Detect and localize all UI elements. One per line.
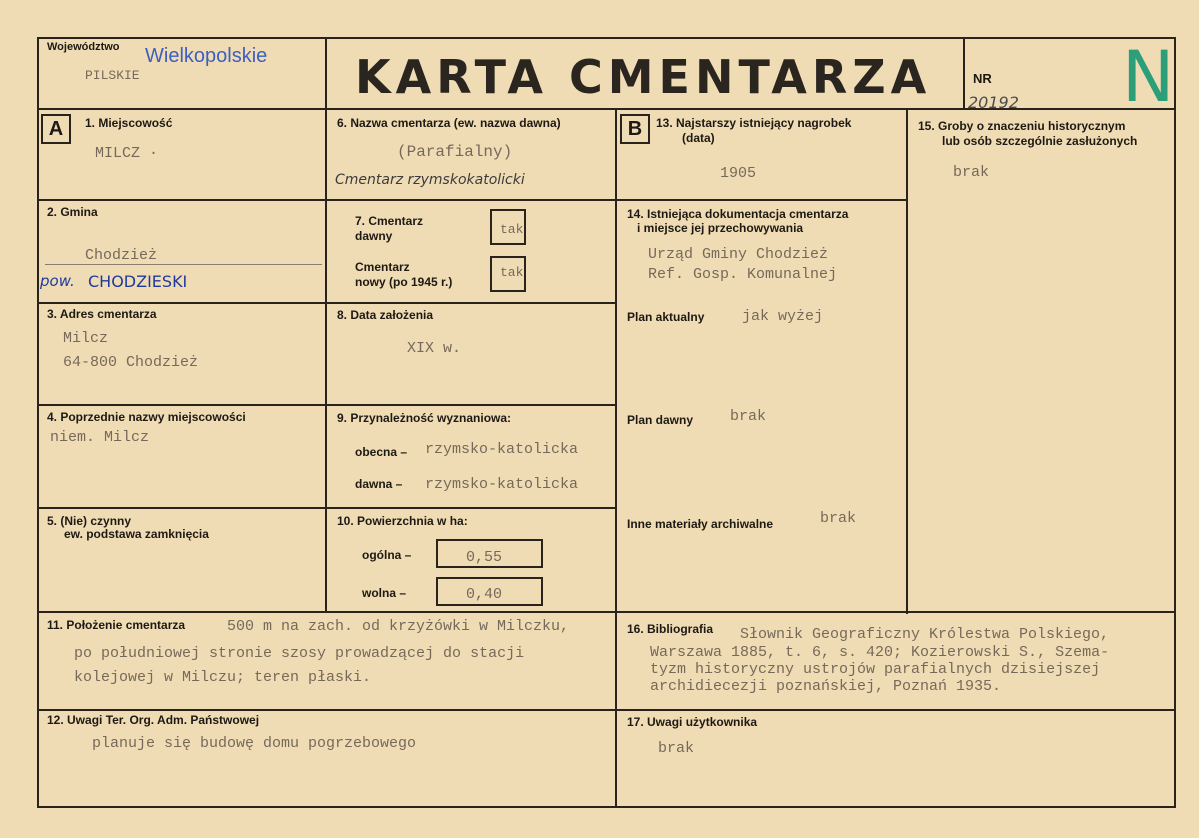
nr-divider bbox=[963, 37, 965, 110]
f13-value: 1905 bbox=[720, 165, 757, 182]
f2-hand-value: CHODZIESKI bbox=[88, 272, 188, 291]
f2-label: 2. Gmina bbox=[47, 205, 98, 219]
f6-hand: Cmentarz rzymskokatolicki bbox=[335, 172, 525, 188]
wojewodztwo-label: Województwo bbox=[47, 41, 120, 53]
f14-plan-dawny-label: Plan dawny bbox=[627, 413, 694, 427]
f9-obecna-value: rzymsko-katolicka bbox=[425, 441, 579, 458]
f7-nowy-value: tak bbox=[500, 265, 524, 280]
f3-label: 3. Adres cmentarza bbox=[47, 307, 157, 321]
row-divider-4 bbox=[37, 507, 617, 509]
page-title: KARTA CMENTARZA bbox=[355, 50, 932, 104]
f2-value: Chodzież bbox=[85, 247, 158, 264]
f15-value: brak bbox=[953, 164, 990, 181]
f9-label: 9. Przynależność wyznaniowa: bbox=[337, 411, 512, 425]
f16-line4: archidiecezji poznańskiej, Poznań 1935. bbox=[650, 678, 1002, 695]
f17-label: 17. Uwagi użytkownika bbox=[627, 715, 758, 729]
col-divider-3 bbox=[906, 110, 908, 614]
f11-line3: kolejowej w Milczu; teren płaski. bbox=[74, 669, 372, 686]
nr-letter: N bbox=[1122, 36, 1175, 118]
f10-ogolna-label: ogólna – bbox=[362, 548, 412, 562]
row-divider-6 bbox=[37, 709, 1176, 711]
f6-value: (Parafialny) bbox=[397, 143, 513, 161]
frame-bottom bbox=[37, 806, 1176, 808]
f10-wolna-value: 0,40 bbox=[466, 586, 503, 603]
frame-left bbox=[37, 37, 39, 808]
f16-line2: Warszawa 1885, t. 6, s. 420; Kozierowski S., Szema- bbox=[650, 644, 1110, 661]
f12-value: planuje się budowę domu pogrzebowego bbox=[92, 735, 417, 752]
nr-value: 20192 bbox=[968, 93, 1019, 112]
f14-line1: Urząd Gminy Chodzież bbox=[648, 246, 829, 263]
f10-wolna-label: wolna – bbox=[362, 586, 407, 600]
f2-underline bbox=[45, 264, 322, 265]
f11-line2: po południowej stronie szosy prowadzącej do stacji bbox=[74, 645, 525, 662]
f7-dawny-value: tak bbox=[500, 222, 524, 237]
f10-ogolna-value: 0,55 bbox=[466, 549, 503, 566]
f17-value: brak bbox=[658, 740, 695, 757]
f14-line2: Ref. Gosp. Komunalnej bbox=[648, 266, 838, 283]
f16-line1: Słownik Geograficzny Królestwa Polskiego, bbox=[740, 626, 1110, 643]
f2-hand-prefix: pow. bbox=[40, 272, 75, 290]
col-divider-1 bbox=[325, 37, 327, 612]
row-divider-1 bbox=[37, 199, 617, 201]
frame-top bbox=[37, 37, 1176, 39]
f16-line3: tyzm historyczny ustrojów parafialnych dzisiejszej bbox=[650, 661, 1101, 678]
section-b-letter: B bbox=[620, 114, 650, 144]
f14-label2: i miejsce jej przechowywania bbox=[637, 221, 804, 235]
f9-obecna-label: obecna – bbox=[355, 445, 408, 459]
frame-right bbox=[1174, 37, 1176, 808]
f6-label: 6. Nazwa cmentarza (ew. nazwa dawna) bbox=[337, 116, 561, 130]
f8-label: 8. Data założenia bbox=[337, 308, 434, 322]
f8-value: XIX w. bbox=[407, 340, 462, 357]
row-divider-3 bbox=[37, 404, 617, 406]
f9-dawna-label: dawna – bbox=[355, 477, 403, 491]
wojewodztwo-stamp: Wielkopolskie bbox=[145, 45, 268, 67]
f15-label1: 15. Groby o znaczeniu historycznym bbox=[918, 119, 1126, 133]
f1-value: MILCZ · bbox=[95, 145, 159, 162]
f7-label-dawny1: 7. Cmentarz bbox=[355, 214, 424, 228]
f3-line2: 64-800 Chodzież bbox=[63, 354, 199, 371]
f5-label1: 5. (Nie) czynny bbox=[47, 514, 132, 528]
f11-label: 11. Położenie cmentarza bbox=[47, 618, 186, 632]
f4-value: niem. Milcz bbox=[50, 429, 150, 446]
f9-dawna-value: rzymsko-katolicka bbox=[425, 476, 579, 493]
col-divider-2 bbox=[615, 110, 617, 806]
f14-plan-dawny-value: brak bbox=[730, 408, 767, 425]
f14-plan-aktualny-label: Plan aktualny bbox=[627, 310, 705, 324]
f5-label2: ew. podstawa zamknięcia bbox=[64, 527, 209, 541]
f4-label: 4. Poprzednie nazwy miejscowości bbox=[47, 410, 246, 424]
wojewodztwo-typed: PILSKIE bbox=[85, 68, 140, 83]
f7-label-nowy1: Cmentarz bbox=[355, 260, 410, 274]
section-a-letter: A bbox=[41, 114, 71, 144]
f13-label2: (data) bbox=[682, 131, 715, 145]
f15-label2: lub osób szczególnie zasłużonych bbox=[942, 134, 1138, 148]
nr-label: NR bbox=[973, 71, 992, 86]
f14-inne-label: Inne materiały archiwalne bbox=[627, 517, 774, 531]
f7-label-dawny2: dawny bbox=[355, 229, 393, 243]
f11-line1: 500 m na zach. od krzyżówki w Milczku, bbox=[227, 618, 570, 635]
f12-label: 12. Uwagi Ter. Org. Adm. Państwowej bbox=[47, 713, 260, 727]
f14-plan-aktualny-value: jak wyżej bbox=[742, 308, 824, 325]
f13-label1: 13. Najstarszy istniejący nagrobek bbox=[656, 116, 852, 130]
f10-label: 10. Powierzchnia w ha: bbox=[337, 514, 468, 528]
f16-label: 16. Bibliografia bbox=[627, 622, 714, 636]
f14-inne-value: brak bbox=[820, 510, 857, 527]
row-divider-2 bbox=[37, 302, 617, 304]
f14-label1: 14. Istniejąca dokumentacja cmentarza bbox=[627, 207, 849, 221]
f1-label: 1. Miejscowość bbox=[85, 116, 173, 130]
row-divider-b bbox=[617, 199, 908, 201]
row-divider-5 bbox=[37, 611, 1176, 613]
f7-label-nowy2: nowy (po 1945 r.) bbox=[355, 275, 453, 289]
f3-line1: Milcz bbox=[63, 330, 109, 347]
